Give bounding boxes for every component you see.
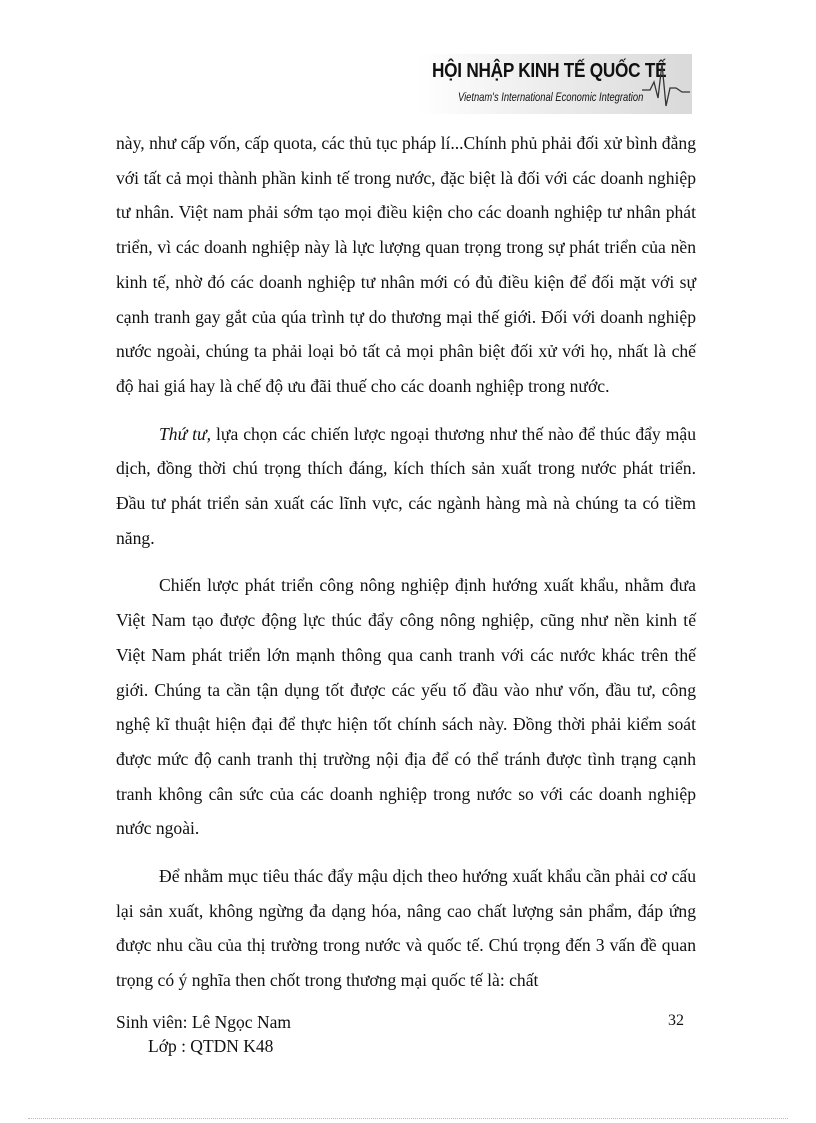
paragraph-2-text: lựa chọn các chiến lược ngoại thương như thế nào để thúc đẩy mậu dịch, đồng thời chú trọng thích đáng, kích thích sản xuất trong nước phát triển. Đầu tư phát triển sản xuất các lĩnh vực, các ngành hàng mà nà chúng ta có tiềm năng. bbox=[116, 423, 696, 548]
class-name: Lớp : QTDN K48 bbox=[148, 1036, 274, 1056]
logo-title: HỘI NHẬP KINH TẾ QUỐC TẾ bbox=[432, 60, 667, 82]
paragraph-2 bbox=[116, 417, 696, 556]
bottom-divider bbox=[28, 1118, 788, 1119]
paragraph-4: Để nhằm mục tiêu thác đẩy mậu dịch theo hướng xuất khẩu cần phải cơ cấu lại sản xuất, không ngừng đa dạng hóa, nâng cao chất lượng sản phẩm, đáp ứng được nhu cầu của thị trường trong nước và quốc tế. Chú trọng đến 3 vấn đề quan trọng có ý nghĩa then chốt trong thương mại quốc tế là: chất bbox=[116, 866, 696, 991]
page-number: 32 bbox=[668, 1012, 684, 1029]
pulse-line-icon bbox=[642, 58, 690, 110]
document-body bbox=[116, 126, 696, 1011]
paragraph-1: này, như cấp vốn, cấp quota, các thủ tục pháp lí...Chính phủ phải đối xử bình đẳng với tất cả mọi thành phần kinh tế trong nước, đặc biệt là đối với các doanh nghiệp tư nhân. Việt nam phải sớm tạo mọi điều kiện cho các doanh nghiệp tư nhân phát triển, vì các doanh nghiệp này là lực lượng quan trọng trong sự phát triển của nền kinh tế, nhờ đó các doanh nghiệp tư nhân mới có đủ điều kiện để đối mặt với sự cạnh tranh gay gắt của qúa trình tự do thương mại thế giới. Đối với doanh nghiệp nước ngoài, chúng ta phải loại bỏ tất cả mọi phân biệt đối xử với họ, nhất là chế độ hai giá hay là chế độ ưu đãi thuế cho các doanh nghiệp trong nước. bbox=[116, 133, 696, 396]
logo-subtitle: Vietnam's International Economic Integration bbox=[458, 90, 644, 104]
header-logo bbox=[418, 54, 692, 114]
paragraph-2-lead: Thứ tư, bbox=[159, 423, 212, 444]
student-name: Sinh viên: Lê Ngọc Nam bbox=[116, 1012, 291, 1032]
paragraph-3: Chiến lược phát triển công nông nghiệp định hướng xuất khẩu, nhằm đưa Việt Nam tạo được động lực thúc đẩy công nông nghiệp, cũng như nền kinh tế Việt Nam phát triển lớn mạnh thông qua canh tranh với các nước khác trên thế giới. Chúng ta cần tận dụng tốt được các yếu tố đầu vào như vốn, đầu tư, công nghệ kĩ thuật hiện đại để thực hiện tốt chính sách này. Đồng thời phải kiểm soát được mức độ canh tranh thị trường nội địa để có thể tránh được tình trạng cạnh tranh không cân sức của các doanh nghiệp trong nước so với các doanh nghiệp nước ngoài. bbox=[116, 575, 696, 839]
